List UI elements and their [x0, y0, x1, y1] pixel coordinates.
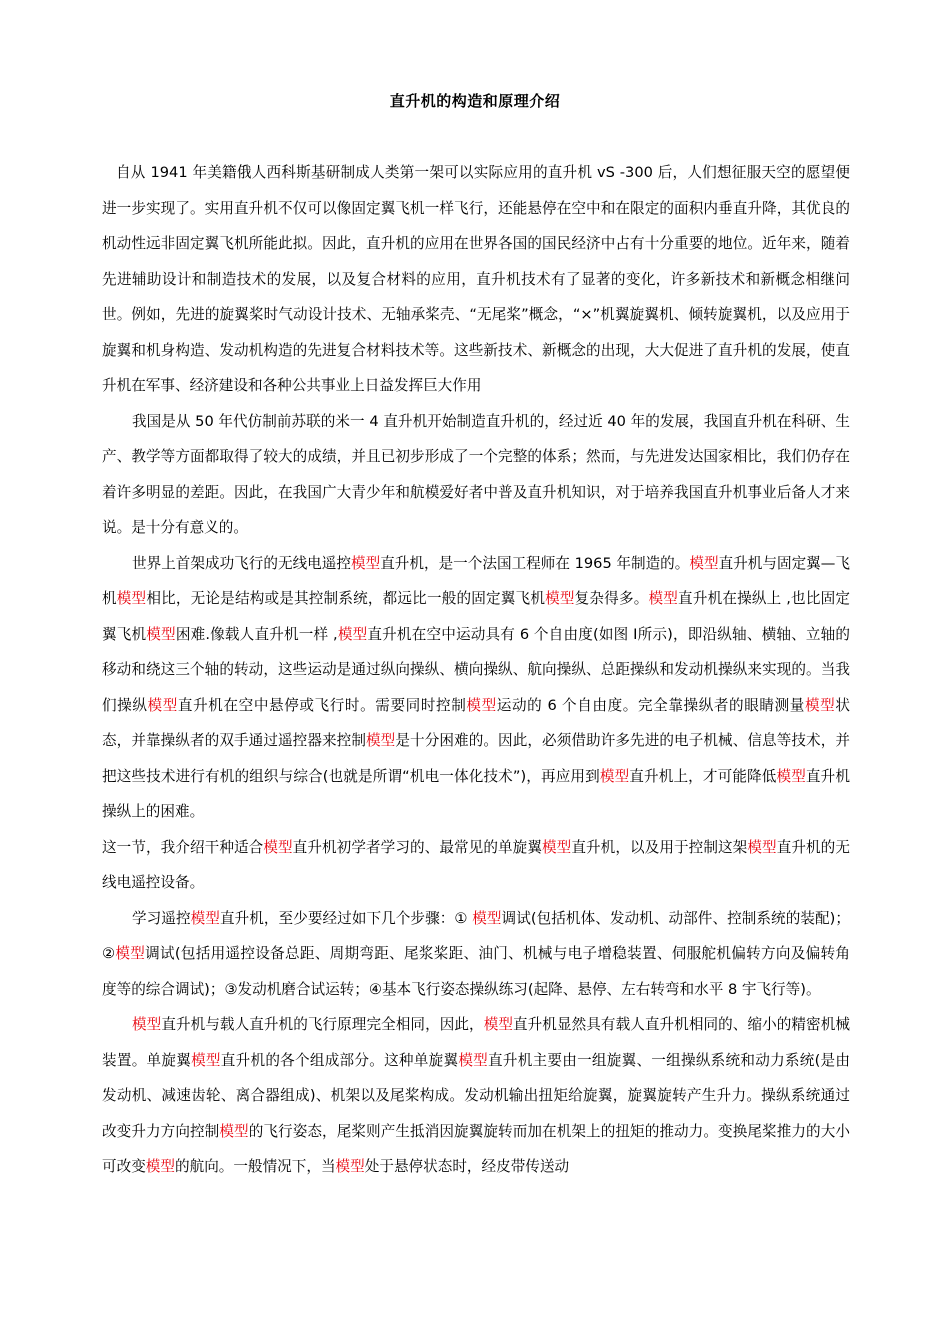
highlighted-term: 模型	[147, 696, 178, 714]
highlighted-term: 模型	[145, 1158, 175, 1175]
highlighted-term: 模型	[350, 554, 381, 572]
highlighted-term: 模型	[366, 732, 396, 749]
paragraph-text: 复杂得多。	[574, 590, 649, 607]
paragraph-text: 直升机在空中运动具有 6 个自由度(如图 Ⅰ所示)，即沿纵轴、横轴、立轴的移动和绕这三个轴的转动，这些运动是通过纵向操纵、横向操纵、航向操纵、总距操纵和发动机操纵来实现的。当我们操纵	[102, 625, 850, 714]
highlighted-term: 模型	[466, 696, 497, 714]
paragraph-text: 直升机上，才可能降低	[629, 767, 777, 785]
document-body	[102, 155, 850, 1185]
highlighted-term: 模型	[776, 767, 806, 785]
highlighted-term: 模型	[747, 838, 777, 856]
paragraph-text: 调试(包括用遥控设备总距、周期弯距、尾浆桨距、油门、机械与电子增稳装置、伺服舵机偏转方向及偏转角度等的综合调试)；③发动机磨合试运转；④基本飞行姿态操纵练习(起降、悬停、左右转弯和水平 8 宇飞行等)。	[102, 945, 850, 998]
paragraph-text: 直升机初学者学习的、最常见的单旋翼	[292, 838, 542, 856]
paragraph-text: 直升机与固定翼—飞机	[102, 554, 850, 607]
paragraph	[102, 155, 850, 404]
highlighted-term: 模型	[190, 909, 220, 927]
highlighted-term: 模型	[337, 625, 368, 643]
paragraph-text: 直升机，至少要经过如下几个步骤：①	[219, 909, 473, 927]
paragraph	[102, 830, 850, 901]
paragraph-text: 直升机，以及用于控制这架	[571, 838, 748, 856]
paragraph-text: 运动的 6 个自由度。完全靠操纵者的眼睛测量	[496, 696, 805, 714]
paragraph-text: 直升机主要由一组旋翼、一组操纵系统和动力系统(是由发动机、减速齿轮、离合器组成)、机架以及尾桨构成。发动机输出扭矩给旋翼，旋翼旋转产生升力。操纵系统通过改变升力方向控制	[102, 1051, 850, 1140]
highlighted-term: 模型	[146, 625, 176, 643]
paragraph-text: 我国是从 50 年代仿制前苏联的米一 4 直升机开始制造直升机的，经过近 40 年的发展，我国直升机在科研、生产、教学等方面都取得了较大的成绩，并且已初步形成了一个完整的体系；然而，与先进发达国家相比，我们仍存在着许多明显的差距。因此，在我国广大青少年和航模爱好者中普及直升机知识，对于培养我国直升机事业后备人才来说。是十分有意义的。	[102, 412, 850, 536]
highlighted-term: 模型	[132, 1016, 162, 1033]
highlighted-term: 模型	[542, 838, 572, 856]
highlighted-term: 模型	[335, 1158, 365, 1175]
paragraph	[102, 1007, 850, 1185]
paragraph-text: 直升机的无线电遥控设备。	[102, 838, 850, 891]
paragraph-text: 相比，无论是结构或是其控制系统，都远比一般的固定翼飞机	[146, 590, 546, 607]
paragraph-text: 处于悬停状态时，经皮带传送动	[364, 1158, 570, 1175]
paragraph	[102, 546, 850, 830]
paragraph-text: 困难.像载人直升机一样 ,	[175, 625, 338, 643]
highlighted-term: 模型	[116, 590, 147, 607]
paragraph-text: 直升机的各个组成部分。这种单旋翼	[220, 1051, 459, 1069]
highlighted-term: 模型	[191, 1051, 221, 1069]
paragraph-text: 直升机与载人直升机的飞行原理完全相同，因此，	[161, 1016, 484, 1033]
highlighted-term: 模型	[472, 909, 502, 927]
highlighted-term: 模型	[599, 767, 630, 785]
paragraph-text: 是十分困难的。因此，必须借助许多先进的电子机械、信息等技术，并把这些技术进行有机的组织与综合(也就是所谓“机电一体化技术”)，再应用到	[102, 732, 850, 785]
highlighted-term: 模型	[458, 1051, 489, 1069]
paragraph-text: 这一节，我介绍干种适合	[102, 838, 264, 856]
paragraph-text: 调试(包括机体、发动机、动部件、控制系统的装配)；②	[102, 909, 850, 962]
paragraph-text: 直升机在空中悬停或飞行时。需要同时控制	[177, 696, 467, 714]
highlighted-term: 模型	[483, 1016, 513, 1033]
paragraph-text: 世界上首架成功飞行的无线电遥控	[132, 554, 351, 572]
paragraph	[102, 404, 850, 546]
highlighted-term: 模型	[115, 945, 146, 962]
paragraph-text: 自从 1941 年美籍俄人西科斯基研制成人类第一架可以实际应用的直升机 vS -300 后，人们想征服天空的愿望便进一步实现了。实用直升机不仅可以像固定翼飞机一样飞行，还能悬停在空中和在限定的面积内垂直升降，其优良的 机动性远非固定翼飞机所能此拟。因此，直升机的应用在世界各国的国民经济中占有十分重要的地位。近年来，随着先进辅助设计和制造技术的发展，以及复合材料的应用，直升机技术有了显著的变化，许多新技术和新概念相继问世。例如，先进的旋翼桨时气动设计技术、无轴承桨壳、“无尾桨”概念，“×”机翼旋翼机、倾转旋翼机，以及应用于旋翼和机身构造、发动机构造的先进复合材料技术等。这些新技术、新概念的出现，大大促进了直升机的发展，使直升机在军事、经济建设和各种公共事业上日益发挥巨大作用	[102, 164, 850, 394]
paragraph-text: 的航向。一般情况下，当	[175, 1158, 336, 1175]
paragraph	[102, 901, 850, 1008]
highlighted-term: 模型	[219, 1122, 249, 1140]
highlighted-term: 模型	[263, 838, 293, 856]
paragraph-text: 直升机在操纵上 ,也比固定翼飞机	[102, 590, 850, 643]
paragraph-text: 直升机，是一个法国工程师在 1965 年制造的。	[380, 554, 690, 572]
paragraph-text: 学习遥控	[132, 909, 191, 927]
highlighted-term: 模型	[804, 696, 836, 714]
document-title: 直升机的构造和原理介绍	[389, 92, 561, 110]
paragraph-text: 直升机操纵上的困难。	[102, 767, 850, 820]
paragraph-text: 的飞行姿态，尾桨则产生抵消因旋翼旋转而加在机架上的扭矩的推动力。变换尾桨推力的大小可改变	[102, 1122, 850, 1175]
highlighted-term: 模型	[648, 590, 679, 607]
paragraph-text: 直升机显然具有载人直升机相同的、缩小的精密机械装置。单旋翼	[102, 1016, 850, 1069]
highlighted-term: 模型	[545, 590, 575, 607]
highlighted-term: 模型	[689, 554, 719, 572]
paragraph-text: 状态，并靠操纵者的双手通过遥控器来控制	[102, 696, 850, 749]
